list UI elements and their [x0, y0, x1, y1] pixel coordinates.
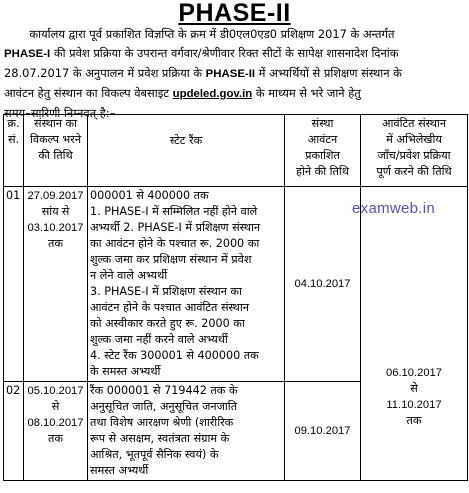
header-choice-date: संस्थान का विकल्प भरने की तिथि — [24, 115, 88, 187]
header-state-rank: स्टेट रैंक — [88, 115, 285, 187]
watermark-text: examweb.in — [352, 200, 436, 217]
row-1-verify-date: 06.10.2017 से 11.10.2017 तक — [361, 187, 468, 481]
row-2-allot-date: 09.10.2017 — [285, 382, 361, 481]
page-title: PHASE-II — [178, 0, 291, 27]
phase-i-label: PHASE-I — [4, 48, 51, 60]
intro-paragraph — [4, 25, 464, 123]
phase-ii-label: PHASE-II — [205, 68, 256, 80]
intro-line-4: आवंटन हेतु संस्थान का विकल्प वेबसाइट updeled.gov.in के माध्यम से भरे जाने हेतु — [4, 86, 361, 100]
intro-line-2: PHASE-I की प्रवेश प्रक्रिया के उपरान्त वर्गवार/श्रेणीवार रिक्त सीटों के सापेक्ष शासनादेश दिनांक — [4, 46, 399, 60]
row-2-state-rank: रैंक 000001 से 719442 तक के अनुसूचित जाति, अनुसूचित जनजाति तथा विशेष आरक्षण श्रेणी (शारीरिक रूप से असक्षम, स्वतंत्रता संग्राम के आश्रित, भूतपूर्व सैनिक स्वयं) के समस्त अभ्यर्थी — [88, 382, 285, 481]
row-1-choice-date: 27.09.2017 सांय से 03.10.2017 तक — [24, 187, 88, 382]
row-2-choice-date: 05.10.2017 से 08.10.2017 तक — [24, 382, 88, 481]
intro-line-1: कार्यालय द्वारा पूर्व प्रकाशित विज्ञप्ति के क्रम में डी0एल0एड0 प्रशिक्षण 2017 के अन्तर्गत — [29, 27, 395, 41]
intro-line-3: 28.07.2017 के अनुपालन में प्रवेश प्रक्रिया के PHASE-II में अभ्यर्थियों से प्रशिक्षण संस्थान के — [4, 66, 402, 80]
row-1-state-rank: 000001 से 400000 तक 1. PHASE-I में सम्मिलित नहीं होने वाले अभ्यर्थी 2. PHASE-I में प्रशिक्षण संस्थान का आवंटन होने के पश्चात रू. 2000 का शुल्क जमा कर प्रशिक्षण संस्थान में प्रवेश न लेने वाले अभ्यर्थी 3. PHASE-I में प्रशिक्षण संस्थान का आवंटन होने के पश्चात आवंटित संस्थान को अस्वीकार करते हुए रू. 2000 का शुल्क जमा नहीं करने वाले अभ्यर्थी 4. स्टेट रैंक 300001 से 400000 तक के समस्त अभ्यर्थी — [88, 187, 285, 382]
schedule-table — [3, 114, 468, 481]
header-verify-date: आवंटित संस्थान में अभिलेखीय जाँच/प्रवेश प्रक्रिया पूर्ण करने की तिथि — [361, 115, 468, 187]
table-header-row — [4, 115, 468, 187]
row-1-allot-date: 04.10.2017 — [285, 187, 361, 382]
header-sno: क्र. सं. — [4, 115, 24, 187]
row-2-sno: 02 — [4, 382, 24, 481]
intro-line-5: समय–सारिणी निम्नवत् है:– — [4, 106, 116, 120]
website-link[interactable]: updeled.gov.in — [172, 88, 253, 100]
row-1-sno: 01 — [4, 187, 24, 382]
header-allot-date: संस्था आवंटन प्रकाशित होने की तिथि — [285, 115, 361, 187]
